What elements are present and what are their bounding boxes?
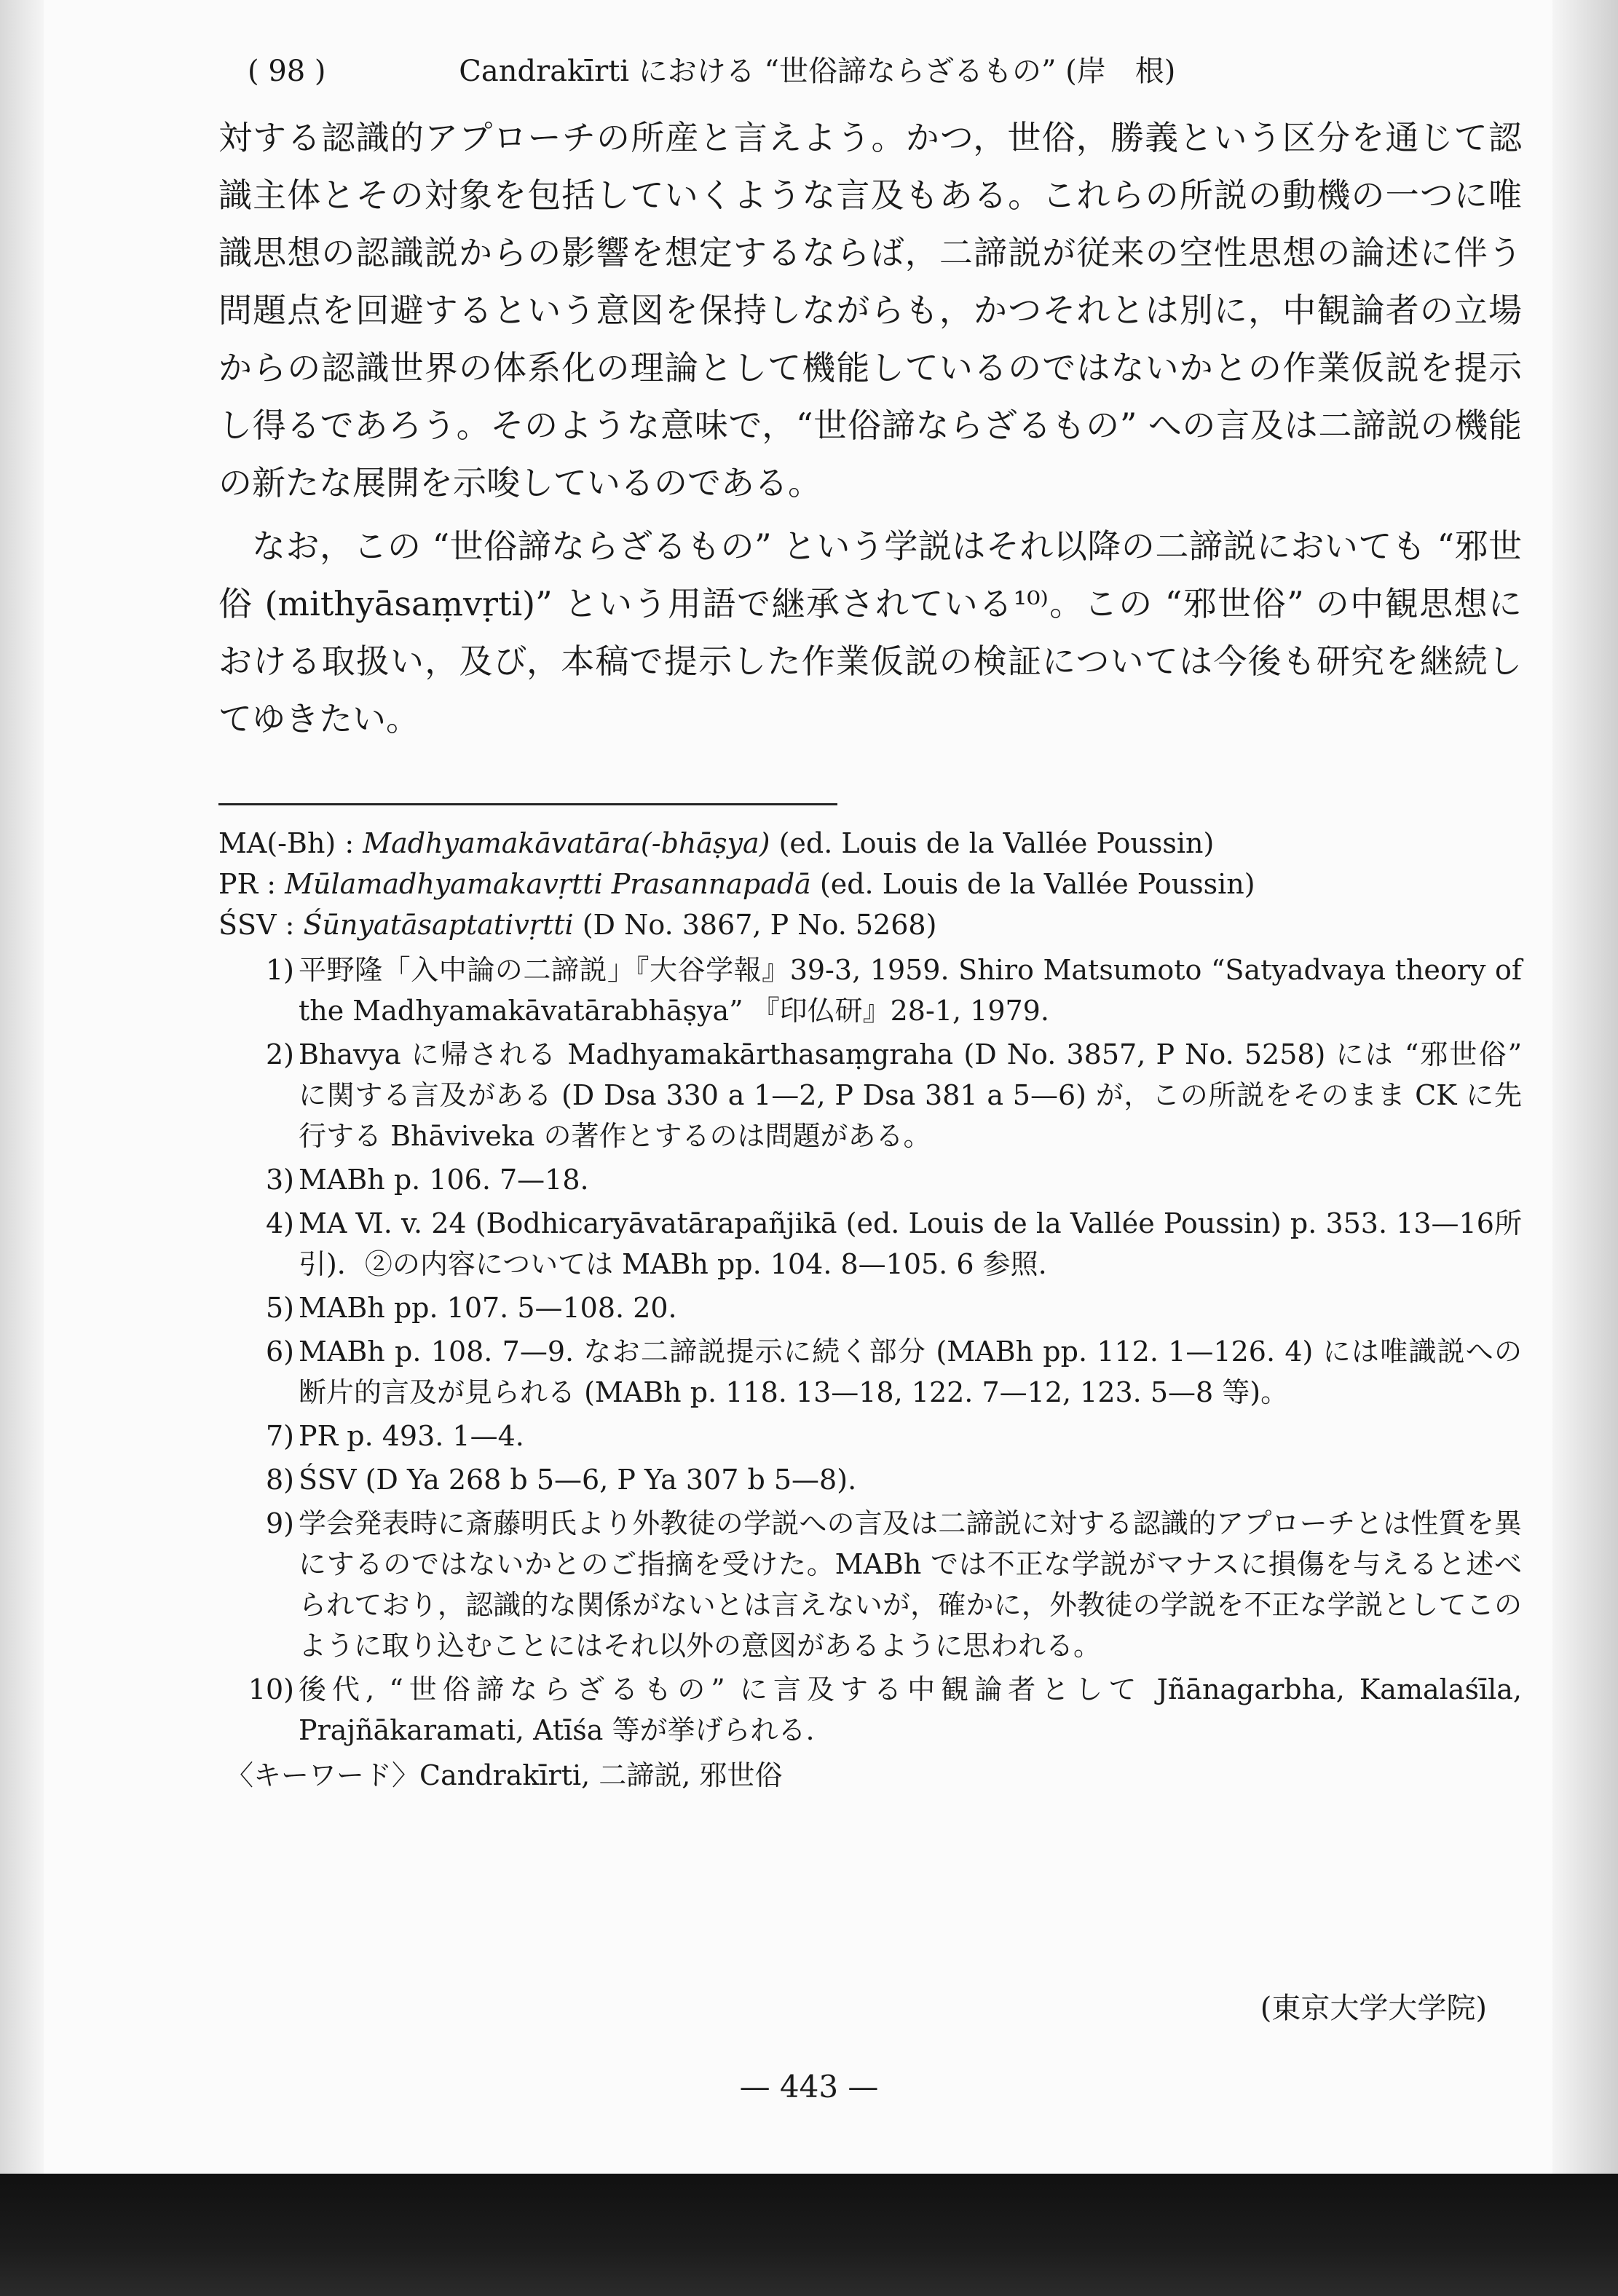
footnote: [218, 1331, 1522, 1413]
footnote: [218, 1669, 1522, 1751]
abbreviation-entry: [218, 864, 1522, 904]
page-folio: — 443 —: [739, 2069, 879, 2104]
footnote: [218, 1203, 1522, 1285]
footnote-text: Bhavya に帰される Madhyamakārthasaṃgraha (D No. 3857, P No. 5258) には “邪世俗” に関する言及がある (D Dsa 330 a 1—2, P Dsa 381 a 5—6) が，この所説をそのまま CK に先行する Bhāviveka の著作とするのは問題がある。: [299, 1038, 1522, 1152]
footnote-number: 2): [265, 1038, 294, 1070]
footnote: [218, 1459, 1522, 1500]
scan-edge-right: [1552, 0, 1618, 2185]
keywords: 〈キーワード〉Candrakīrti, 二諦説, 邪世俗: [226, 1759, 783, 1791]
body-paragraph: なお，この “世俗諦ならざるもの” という学説はそれ以降の二諦説においても “邪世俗 (mithyāsaṃvṛti)” という用語で継承されている¹⁰⁾。この “邪世俗” の中観思想における取扱い，及び，本稿で提示した作業仮説の検証については今後も研究を継続してゆきたい。: [218, 526, 1522, 738]
abbreviation-key: PR :: [218, 868, 285, 900]
footnote-number: 4): [265, 1207, 294, 1239]
header-running-title: Candrakīrti における “世俗諦ならざるもの” (岸 根): [459, 55, 1176, 88]
body-paragraph: 対する認識的アプローチの所産と言えよう。かつ，世俗，勝義という区分を通じて認識主体とその対象を包括していくような言及もある。これらの所説の動機の一つに唯識思想の認識説からの影響を想定するならば，二諦説が従来の空性思想の論述に伴う問題点を回避するという意図を保持しながらも，かつそれとは別に，中観論者の立場からの認識世界の体系化の理論として機能しているのではないかとの作業仮説を提示し得るであろう。そのような意味で，“世俗諦ならざるもの” への言及は二諦説の機能の新たな展開を示唆しているのである。: [218, 118, 1522, 502]
abbreviation-title: Mūlamadhyamakavṛtti Prasannapadā: [285, 868, 811, 900]
footnote-text: 後代, “世俗諦ならざるもの” に言及する中観論者として Jñānagarbha, Kamalaśīla, Prajñākaramati, Atīśa 等が挙げられる.: [299, 1673, 1522, 1746]
running-header: [248, 50, 1340, 93]
footnote-text: 平野隆「入中論の二諦説」『大谷学報』39-3, 1959. Shiro Matsumoto “Satyadvaya theory of the Madhyamakāvatārabhāṣya” 『印仏研』28-1, 1979.: [299, 954, 1522, 1027]
footnote-text: MABh p. 106. 7—18.: [299, 1164, 589, 1196]
body-text: [218, 109, 1522, 748]
footnote-text: ŚSV (D Ya 268 b 5—6, P Ya 307 b 5—8).: [299, 1464, 857, 1496]
footnote: [218, 1416, 1522, 1456]
footnote-text: PR p. 493. 1—4.: [299, 1420, 524, 1452]
abbreviation-detail: (D No. 3867, P No. 5268): [573, 909, 937, 941]
abbreviation-title: Madhyamakāvatāra(-bhāṣya): [363, 827, 770, 859]
footnote: [218, 950, 1522, 1031]
footnote-number: 6): [265, 1336, 294, 1368]
abbreviation-entry: [218, 823, 1522, 864]
scan-bottom-shadow: [0, 2174, 1618, 2296]
abbreviation-title: Śūnyatāsaptativṛtti: [303, 909, 574, 941]
notes-section: [218, 823, 1522, 1796]
footnote: [218, 1287, 1522, 1328]
footnote: [218, 1159, 1522, 1200]
footnote-number: 10): [248, 1673, 294, 1705]
scan-edge-left: [0, 0, 44, 2185]
abbreviation-detail: (ed. Louis de la Vallée Poussin): [770, 827, 1215, 859]
footnote-number: 7): [265, 1420, 294, 1452]
footnote-number: 5): [265, 1292, 294, 1324]
abbreviation-detail: (ed. Louis de la Vallée Poussin): [810, 868, 1255, 900]
abbreviation-key: MA(-Bh) :: [218, 827, 363, 859]
footnote: [218, 1503, 1522, 1666]
abbreviation-entry: [218, 904, 1522, 945]
footnote-text: MABh p. 108. 7—9. なお二諦説提示に続く部分 (MABh pp. 112. 1—126. 4) には唯識説への断片的言及が見られる (MABh p. 118. 13—18, 122. 7—12, 123. 5—8 等)。: [299, 1336, 1522, 1408]
header-page-number: ( 98 ): [248, 55, 326, 88]
footnote-number: 3): [265, 1164, 294, 1196]
footnote-text: MA Ⅵ. v. 24 (Bodhicaryāvatārapañjikā (ed. Louis de la Vallée Poussin) p. 353. 13—16所引)．②の内容については MABh pp. 104. 8—105. 6 参照.: [299, 1207, 1522, 1280]
abbreviation-key: ŚSV :: [218, 909, 304, 941]
footnote-number: 1): [265, 954, 294, 986]
footnote-text: MABh pp. 107. 5—108. 20.: [299, 1292, 677, 1324]
footnote-number: 8): [265, 1464, 294, 1496]
author-affiliation: (東京大学大学院): [1260, 1992, 1487, 2025]
footnote-text: 学会発表時に斎藤明氏より外教徒の学説への言及は二諦説に対する認識的アプローチとは性質を異にするのではないかとのご指摘を受けた。MABh では不正な学説がマナスに損傷を与えると述べられており，認識的な関係がないとは言えないが，確かに，外教徒の学説を不正な学説としてこのように取り込むことにはそれ以外の意図があるように思われる。: [299, 1507, 1522, 1662]
footnote: [218, 1034, 1522, 1156]
footnote-list: [218, 950, 1522, 1751]
footnote-rule: [218, 803, 837, 805]
footnote-number: 9): [265, 1507, 294, 1539]
